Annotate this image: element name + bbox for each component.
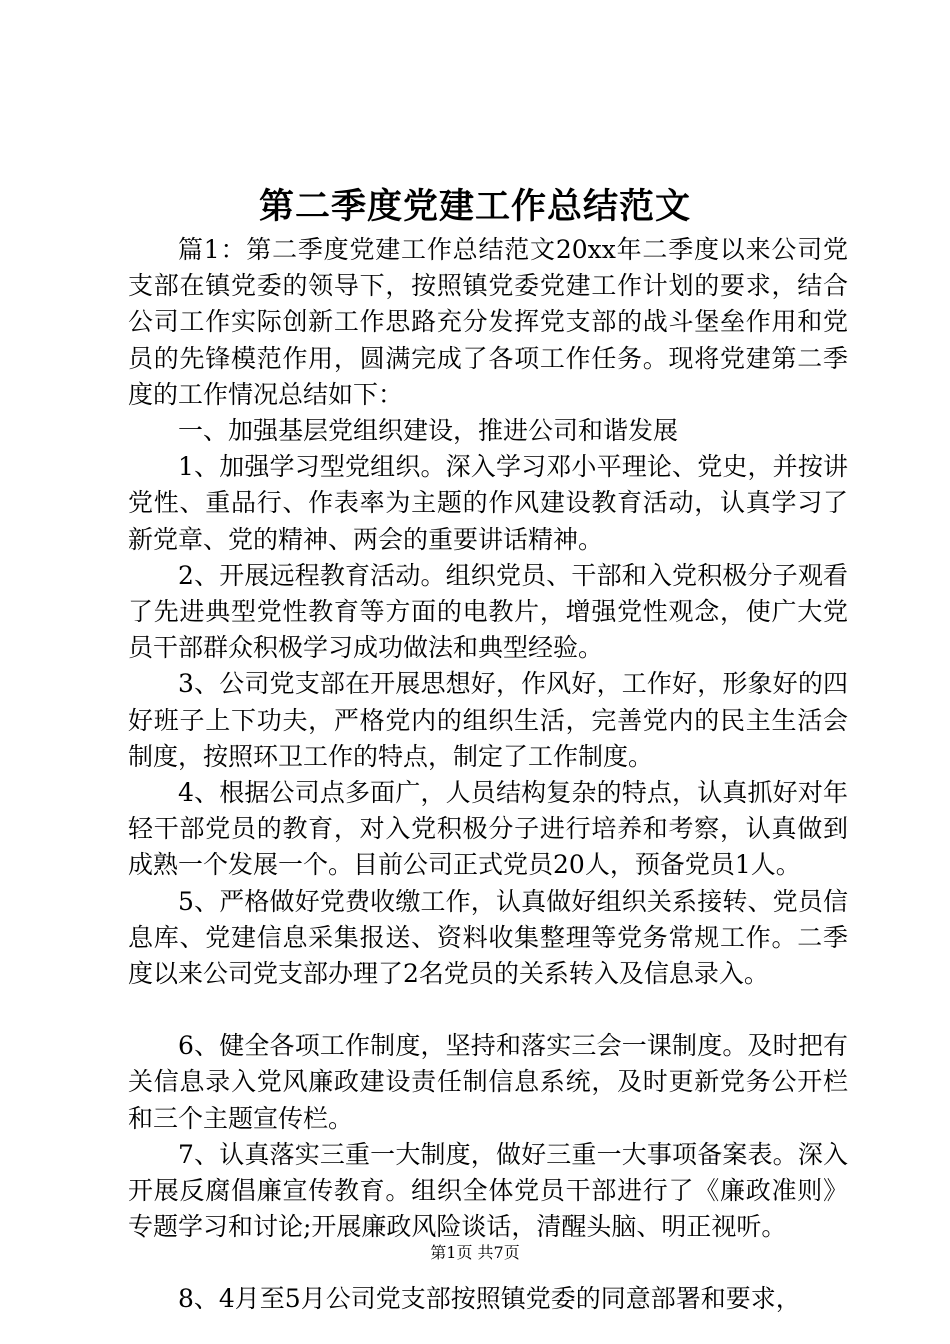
document-body [128, 232, 848, 1318]
paragraph-item-1: 1、加强学习型党组织。深入学习邓小平理论、党史，并按讲党性、重品行、作表率为主题的作风建设教育活动，认真学习了新党章、党的精神、两会的重要讲话精神。 [128, 452, 848, 554]
paragraph-item-5: 5、严格做好党费收缴工作，认真做好组织关系接转、党员信息库、党建信息采集报送、资料收集整理等党务常规工作。二季度以来公司党支部办理了2名党员的关系转入及信息录入。 [128, 886, 848, 989]
section-heading-1: 一、加强基层党组织建设，推进公司和谐发展 [178, 416, 679, 446]
paragraph-item-7: 7、认真落实三重一大制度，做好三重一大事项备案表。深入开展反腐倡廉宣传教育。组织全体党员干部进行了《廉政准则》专题学习和讨论;开展廉政风险谈话，清醒头脑、明正视听。 [128, 1139, 848, 1242]
page-number: 第1页 共7页 [430, 1243, 520, 1262]
paragraph-item-2: 2、开展远程教育活动。组织党员、干部和入党积极分子观看了先进典型党性教育等方面的电教片，增强党性观念，使广大党员干部群众积极学习成功做法和典型经验。 [128, 560, 848, 663]
paragraph-item-8: 8、4月至5月公司党支部按照镇党委的同意部署和要求， [178, 1284, 801, 1314]
paragraph-item-3: 3、公司党支部在开展思想好，作风好，工作好，形象好的四好班子上下功夫，严格党内的组织生活，完善党内的民主生活会制度，按照环卫工作的特点，制定了工作制度。 [128, 669, 848, 771]
paragraph-intro: 篇1：第二季度党建工作总结范文20xx年二季度以来公司党支部在镇党委的领导下，按照镇党委党建工作计划的要求，结合公司工作实际创新工作思路充分发挥党支部的战斗堡垒作用和党员的先锋模范作用，圆满完成了各项工作任务。现将党建第二季度的工作情况总结如下： [128, 235, 848, 409]
document-title: 第二季度党建工作总结范文 [258, 186, 691, 227]
paragraph-item-4: 4、根据公司点多面广，人员结构复杂的特点，认真抓好对年轻干部党员的教育，对入党积极分子进行培养和考察，认真做到成熟一个发展一个。目前公司正式党员20人，预备党员1人。 [128, 778, 848, 880]
paragraph-item-6: 6、健全各项工作制度，坚持和落实三会一课制度。及时把有关信息录入党风廉政建设责任制信息系统，及时更新党务公开栏和三个主题宣传栏。 [128, 1031, 848, 1133]
